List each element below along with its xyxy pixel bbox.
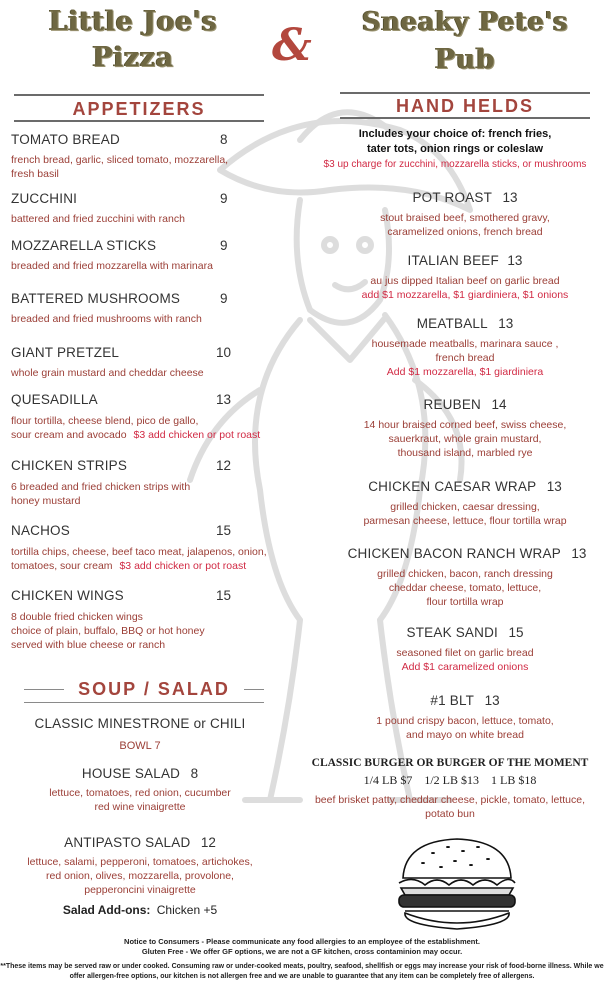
menu-item-name: ANTIPASTO SALAD [64, 835, 191, 850]
menu-item-price: 15 [508, 625, 524, 640]
left-brand-line2: Pizza [92, 42, 174, 73]
menu-item-desc: seasoned filet on garlic bread [396, 647, 534, 659]
menu-item-desc: 14 hour braised corned beef, swiss cheese, [363, 419, 567, 431]
menu-item-desc: au jus dipped Italian beef on garlic bread [370, 275, 560, 287]
menu-item-name: NACHOS [11, 523, 70, 538]
menu-item-desc: 8 double fried chicken wings [11, 611, 143, 623]
menu-item-desc: thousand island, marbled rye [397, 447, 533, 459]
menu-item-desc: flour tortilla wrap [426, 596, 504, 608]
salad-addons-value: Chicken +5 [156, 903, 218, 917]
menu-item-name: #1 BLT [430, 693, 475, 708]
menu-item-price: 13 [502, 190, 518, 205]
menu-item-desc: red onion, olives, mozzarella, provolone, [46, 870, 234, 882]
menu-item-addon: $3 add chicken or pot roast [133, 429, 261, 441]
menu-item-name: STEAK SANDI [406, 625, 498, 640]
menu-item-price: 13 [571, 546, 587, 561]
menu-item-name: MEATBALL [416, 316, 488, 331]
ampersand: & [272, 20, 312, 71]
menu-item-desc-part: tomatoes, sour cream [11, 560, 113, 572]
appetizers-title: APPETIZERS [72, 99, 206, 119]
menu-item-desc: battered and fried zucchini with ranch [11, 213, 185, 225]
menu-item-desc: lettuce, tomatoes, red onion, cucumber [49, 787, 231, 799]
menu-item-desc: housemade meatballs, marinara sauce , [371, 338, 559, 350]
menu-item-desc: grilled chicken, caesar dressing, [390, 501, 540, 513]
menu-item-price: 12 [200, 835, 216, 850]
salad-addons-label: Salad Add-ons: [62, 903, 151, 917]
menu-item-price: 9 [220, 238, 228, 253]
menu-item-name: MOZZARELLA STICKS [11, 238, 157, 253]
hand-helds-title: HAND HELDS [395, 96, 534, 116]
menu-item-desc [11, 428, 260, 442]
menu-item-name: CHICKEN WINGS [11, 588, 124, 603]
handhelds-intro-2: tater tots, onion rings or coleslaw [366, 143, 544, 155]
menu-item-heading [340, 252, 590, 270]
menu-item-price: 13 [498, 316, 514, 331]
menu-item-name: BATTERED MUSHROOMS [11, 291, 181, 306]
menu-item-heading [340, 692, 590, 710]
menu-item-name: QUESADILLA [11, 392, 98, 407]
menu-item-price: 8 [220, 132, 228, 147]
right-brand-line2: Pub [434, 44, 496, 75]
menu-item-desc: and mayo on white bread [406, 729, 524, 741]
footer-notice: Notice to Consumers - Please communicate any food allergies to an employee of the establishment. [124, 937, 480, 946]
footer-warning-1: **These items may be served raw or under cooked. Consuming raw or under-cooked meats, poultry, seafood, shellfish or eggs may increase your risk of food-borne illness. While we [0, 963, 604, 970]
menu-item-name: ZUCCHINI [11, 191, 78, 206]
burger-sizes: 1/4 LB $7 1/2 LB $13 1 LB $18 [363, 773, 537, 787]
menu-item-price: 12 [216, 458, 232, 473]
menu-item-price: 15 [216, 588, 232, 603]
footer-warning-2: offer allergen-free options, our kitchen is not allergen free and we are unable to guarantee that any item can be completely free of allergens. [69, 973, 535, 980]
menu-item-desc: served with blue cheese or ranch [11, 639, 166, 651]
right-brand-line1: Sneaky Pete's [361, 7, 569, 37]
handhelds-rule-top [340, 92, 590, 94]
menu-item-name: ITALIAN BEEF [407, 253, 499, 268]
handhelds-rule-bottom [340, 117, 590, 119]
menu-item-desc: caramelized onions, french bread [387, 226, 543, 238]
menu-item-desc: sauerkraut, whole grain mustard, [388, 433, 542, 445]
menu-item-price: 8 [190, 766, 199, 781]
menu-item-heading [340, 189, 590, 207]
soup-rule-bottom [24, 702, 264, 703]
menu-item-heading [10, 765, 270, 783]
menu-item-name: CLASSIC MINESTRONE or CHILI [34, 716, 246, 731]
menu-item-addon: Add $1 mozzarella, $1 giardiniera [386, 366, 544, 378]
menu-item-desc: fresh basil [11, 168, 59, 180]
menu-item-desc: flour tortilla, cheese blend, pico de gallo, [11, 415, 199, 427]
menu-item-price: 13 [216, 392, 232, 407]
menu-item-desc: french bread, garlic, sliced tomato, mozzarella, [11, 154, 229, 166]
menu-item-addon: $3 add chicken or pot roast [119, 560, 247, 572]
menu-item-desc: stout braised beef, smothered gravy, [380, 212, 550, 224]
appetizers-rule-bottom [14, 120, 264, 122]
menu-item-desc: cheddar cheese, tomato, lettuce, [388, 582, 542, 594]
menu-item-desc [11, 559, 246, 573]
menu-item-desc-part: sour cream and avocado [11, 429, 127, 441]
menu-item-name: HOUSE SALAD [81, 766, 181, 781]
menu-item-desc: pepperoncini vinaigrette [84, 884, 196, 896]
menu-item-desc: BOWL 7 [119, 740, 161, 752]
menu-item-desc: 1 pound crispy bacon, lettuce, tomato, [376, 715, 554, 727]
menu-item-price: 9 [220, 191, 228, 206]
burger-title: CLASSIC BURGER OR BURGER OF THE MOMENT [311, 757, 589, 769]
menu-item-name: CHICKEN CAESAR WRAP [368, 479, 537, 494]
menu-item-name: POT ROAST [412, 190, 493, 205]
menu-item-addon: Add $1 caramelized onions [401, 661, 529, 673]
menu-item-desc: lettuce, salami, pepperoni, tomatoes, artichokes, [27, 856, 253, 868]
menu-item-price: 13 [507, 253, 523, 268]
menu-item-price: 13 [546, 479, 562, 494]
menu-item-price: 15 [216, 523, 232, 538]
menu-item-heading [330, 478, 600, 496]
handhelds-intro-1: Includes your choice of: french fries, [358, 128, 552, 140]
menu-item-desc: tortilla chips, cheese, beef taco meat, jalapenos, onion, [11, 546, 267, 558]
menu-item-price: 10 [216, 345, 232, 360]
menu-item-desc: french bread [435, 352, 495, 364]
appetizers-rule-top [14, 94, 264, 96]
menu-item-desc: 6 breaded and fried chicken strips with [11, 481, 191, 493]
menu-item-heading [340, 624, 590, 642]
menu-item-desc: breaded and fried mushrooms with ranch [11, 313, 202, 325]
menu-item-name: CHICKEN STRIPS [11, 458, 128, 473]
menu-item-heading [330, 545, 604, 563]
soup-salad-title: SOUP / SALAD [78, 679, 230, 699]
burger-desc: potato bun [425, 808, 475, 820]
menu-item-heading [10, 834, 270, 852]
menu-item-desc: whole grain mustard and cheddar cheese [11, 367, 204, 379]
menu-item-price: 13 [484, 693, 500, 708]
footer-gluten: Gluten Free - We offer GF options, we are not a GF kitchen, cross contaminion may occur. [141, 947, 463, 956]
menu-item-price: 9 [220, 291, 228, 306]
menu-item-desc: grilled chicken, bacon, ranch dressing [377, 568, 553, 580]
menu-item-name: TOMATO BREAD [11, 132, 120, 147]
menu-item-name: GIANT PRETZEL [11, 345, 120, 360]
menu-item-desc: honey mustard [11, 495, 81, 507]
salad-addons [10, 903, 270, 917]
menu-item-desc: parmesan cheese, lettuce, flour tortilla wrap [363, 515, 567, 527]
soup-rule-left [24, 689, 64, 690]
menu-item-desc: choice of plain, buffalo, BBQ or hot honey [11, 625, 205, 637]
menu-item-name: CHICKEN BACON RANCH WRAP [347, 546, 561, 561]
burger-illustration [393, 833, 521, 933]
soup-rule-right [244, 689, 264, 690]
menu-item-addon: add $1 mozzarella, $1 giardiniera, $1 onions [361, 289, 569, 301]
menu-item-price: 14 [491, 397, 507, 412]
menu-item-heading [340, 396, 590, 414]
burger-desc: beef brisket patty, cheddar cheese, pickle, tomato, lettuce, [314, 794, 586, 806]
menu-item-desc: breaded and fried mozzarella with marinara [11, 260, 213, 272]
left-brand-line1: Little Joe's [48, 6, 218, 37]
menu-item-heading [340, 315, 590, 333]
menu-item-desc: red wine vinaigrette [94, 801, 186, 813]
menu-item-name: REUBEN [423, 397, 481, 412]
handhelds-intro-3: $3 up charge for zucchini, mozzarella sticks, or mushrooms [323, 159, 587, 170]
